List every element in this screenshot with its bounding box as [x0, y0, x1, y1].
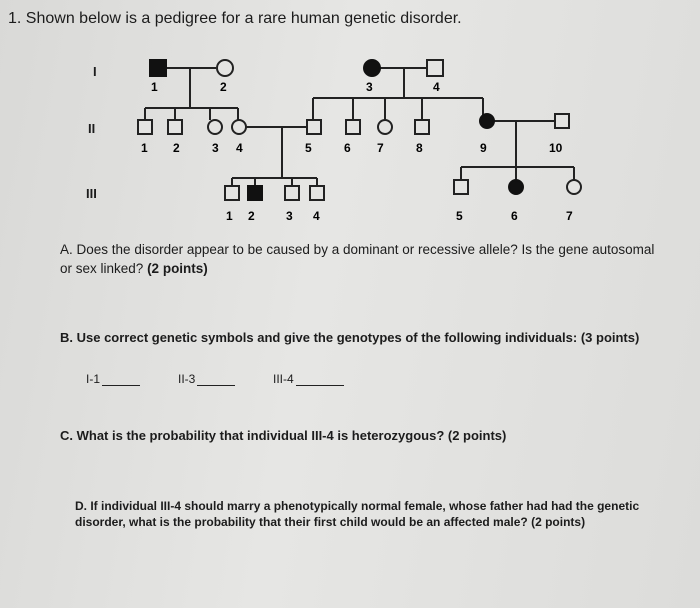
individual-iii7-female — [567, 180, 581, 194]
blank-iii4 — [273, 372, 344, 386]
individual-ii7-female — [378, 120, 392, 134]
individual-iii4-male — [310, 186, 324, 200]
individual-ii5-male — [307, 120, 321, 134]
individual-iii1-male — [225, 186, 239, 200]
blank-i1-label: I-1 — [86, 372, 101, 386]
part-b-text: B. Use correct genetic symbols and give the genotypes of the following individuals: — [60, 330, 578, 345]
part-a-points: (2 points) — [147, 261, 208, 276]
individual-ii1-male — [138, 120, 152, 134]
label-ii5: 5 — [305, 141, 312, 155]
generation-label-iii: III — [86, 186, 97, 201]
part-b-points: (3 points) — [580, 330, 640, 345]
label-i2: 2 — [220, 80, 227, 94]
blank-iii4-label: III-4 — [273, 372, 294, 386]
label-ii9: 9 — [480, 141, 487, 155]
individual-i4-male — [427, 60, 443, 76]
individual-ii10-male — [555, 114, 569, 128]
question-text: Shown below is a pedigree for a rare human genetic disorder. — [25, 10, 462, 27]
label-iii5: 5 — [456, 209, 463, 223]
label-iii4: 4 — [313, 209, 320, 223]
part-d-question: D. If individual III-4 should marry a phenotypically normal female, whose father had had the genetic disorder, what is the probability that their first child would be an affected male? (2 points) — [75, 499, 640, 529]
label-iii7: 7 — [566, 209, 573, 223]
label-ii10: 10 — [549, 141, 563, 155]
label-i3: 3 — [366, 80, 373, 94]
blank-ii3 — [178, 372, 235, 386]
pedigree-chart — [0, 0, 700, 240]
label-ii3: 3 — [212, 141, 219, 155]
label-iii3: 3 — [286, 209, 293, 223]
label-iii6: 6 — [511, 209, 518, 223]
individual-ii6-male — [346, 120, 360, 134]
individual-iii3-male — [285, 186, 299, 200]
blank-ii3-label: II-3 — [178, 372, 196, 386]
label-i4: 4 — [433, 80, 440, 94]
part-a-text: Does the disorder appear to be caused by a dominant or recessive allele? Is the gene autosomal or sex linked? — [60, 242, 655, 276]
generation-label-i: I — [93, 64, 97, 79]
individual-iii5-male — [454, 180, 468, 194]
individual-ii4-female — [232, 120, 246, 134]
individual-iii6-affected-female — [509, 180, 523, 194]
individual-ii2-male — [168, 120, 182, 134]
part-a-label: A. — [60, 242, 73, 257]
label-ii1: 1 — [141, 141, 148, 155]
label-i1: 1 — [151, 80, 158, 94]
part-a-question — [60, 240, 660, 278]
label-ii6: 6 — [344, 141, 351, 155]
label-iii1: 1 — [226, 209, 233, 223]
label-ii8: 8 — [416, 141, 423, 155]
individual-ii3-female — [208, 120, 222, 134]
individual-ii9-affected-female — [480, 114, 494, 128]
individual-i2-female — [217, 60, 233, 76]
label-ii2: 2 — [173, 141, 180, 155]
label-ii4: 4 — [236, 141, 243, 155]
answer-line-ii3[interactable] — [197, 375, 235, 386]
part-b-question — [60, 330, 639, 345]
individual-ii8-male — [415, 120, 429, 134]
label-iii2: 2 — [248, 209, 255, 223]
individual-i1-affected-male — [150, 60, 166, 76]
individual-iii2-affected-male — [248, 186, 262, 200]
individual-i3-affected-female — [364, 60, 380, 76]
part-c-question: C. What is the probability that individual III-4 is heterozygous? (2 points) — [60, 428, 507, 443]
blank-i1 — [86, 372, 140, 386]
answer-line-iii4[interactable] — [296, 375, 344, 386]
answer-line-i1[interactable] — [102, 375, 140, 386]
generation-label-ii: II — [88, 121, 96, 136]
label-ii7: 7 — [377, 141, 384, 155]
question-number: 1. — [8, 10, 22, 27]
